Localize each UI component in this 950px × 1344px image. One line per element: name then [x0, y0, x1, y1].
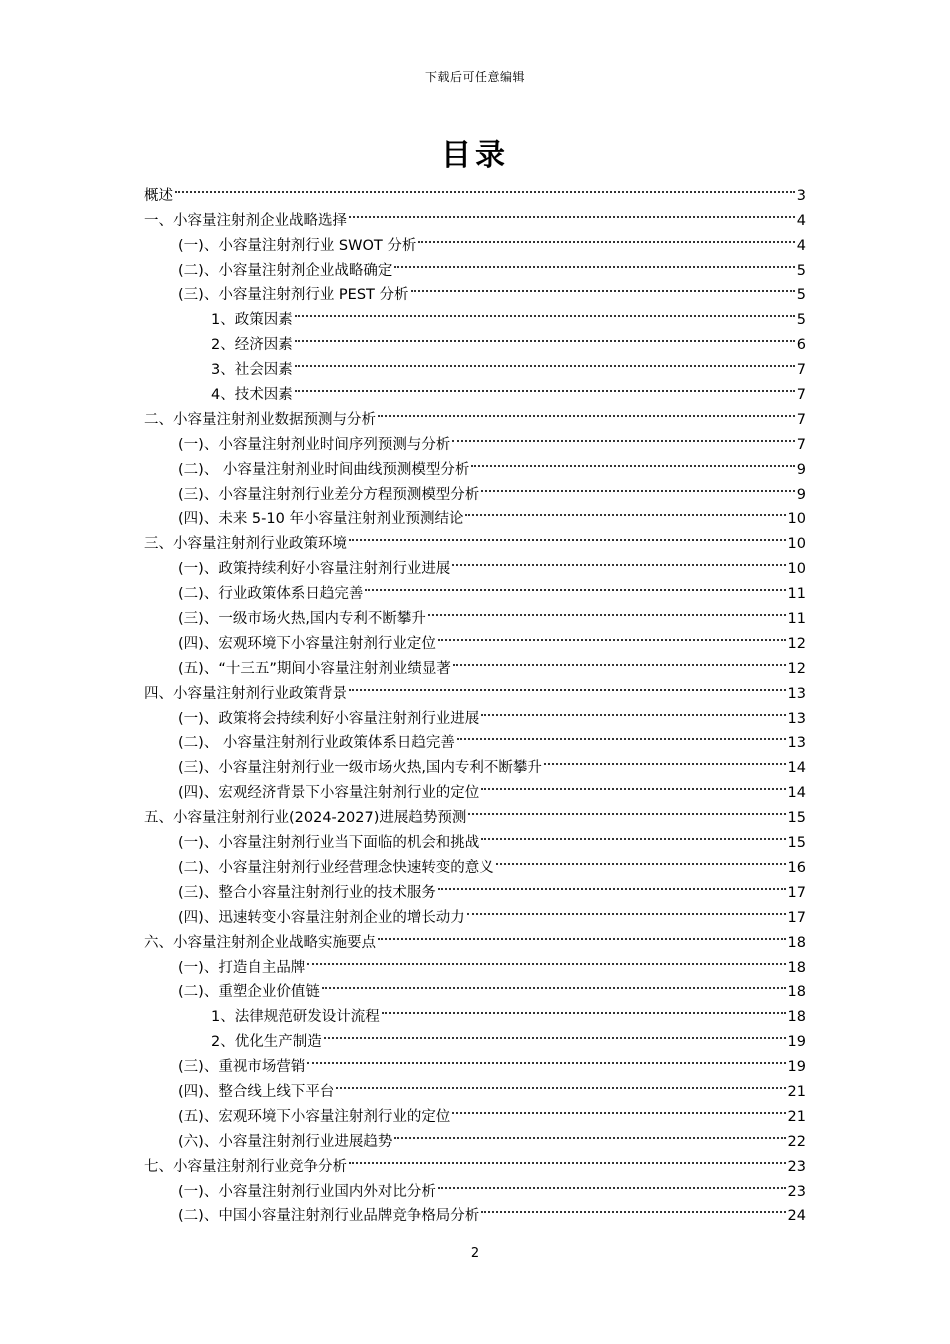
toc-dot-leader [411, 275, 795, 300]
toc-entry-label: (四)、未来 5-10 年小容量注射剂业预测结论 [178, 511, 464, 528]
toc-entry-label: (二)、 小容量注射剂业时间曲线预测模型分析 [178, 461, 470, 478]
toc-entry-label: (一)、政策持续利好小容量注射剂行业进展 [178, 561, 451, 578]
toc-entry-page: 24 [787, 1208, 806, 1225]
toc-dot-leader [481, 772, 785, 797]
toc-dot-leader [175, 175, 795, 200]
toc-entry-label: 四、小容量注射剂行业政策背景 [144, 685, 347, 702]
toc-entry-label: (二)、小容量注射剂企业战略确定 [178, 262, 393, 279]
toc-entry-page: 10 [787, 536, 806, 553]
table-of-contents [144, 175, 806, 1225]
toc-entry-label: (三)、小容量注射剂行业一级市场火热,国内专利不断攀升 [178, 760, 542, 777]
toc-entry-page: 4 [796, 237, 806, 254]
toc-entry-label: (一)、小容量注射剂行业当下面临的机会和挑战 [178, 835, 480, 852]
toc-dot-leader [438, 872, 786, 897]
toc-entry-label: 4、技术因素 [211, 387, 293, 404]
toc-dot-leader [378, 399, 795, 424]
toc-dot-leader [481, 698, 785, 723]
toc-entry-page: 4 [796, 212, 806, 229]
toc-entry-label: (一)、小容量注射剂行业 SWOT 分析 [178, 237, 417, 254]
toc-entry-label: 2、经济因素 [211, 337, 293, 354]
toc-dot-leader [322, 972, 786, 997]
toc-entry-page: 17 [787, 909, 806, 926]
toc-entry-label: (四)、迅速转变小容量注射剂企业的增长动力 [178, 909, 465, 926]
toc-entry-label: (二)、行业政策体系日趋完善 [178, 586, 364, 603]
toc-entry-page: 13 [787, 685, 806, 702]
toc-entry-page: 9 [796, 486, 806, 503]
toc-dot-leader [453, 648, 786, 673]
toc-entry-label: 一、小容量注射剂企业战略选择 [144, 212, 347, 229]
toc-dot-leader [481, 822, 785, 847]
toc-entry-page: 12 [787, 635, 806, 652]
toc-entry-page: 9 [796, 461, 806, 478]
toc-entry-page: 13 [787, 735, 806, 752]
toc-entry-page: 14 [787, 760, 806, 777]
toc-entry-label: (五)、宏观环境下小容量注射剂行业的定位 [178, 1108, 451, 1125]
toc-dot-leader [452, 1096, 785, 1121]
toc-entry-page: 12 [787, 660, 806, 677]
toc-dot-leader [295, 349, 795, 374]
toc-dot-leader [336, 1071, 785, 1096]
toc-dot-leader [481, 474, 794, 499]
toc-entry-label: 六、小容量注射剂企业战略实施要点 [144, 934, 376, 951]
toc-dot-leader [382, 996, 786, 1021]
toc-dot-leader [452, 548, 785, 573]
toc-entry-label: (三)、小容量注射剂行业 PEST 分析 [178, 287, 409, 304]
toc-entry-label: (一)、打造自主品牌 [178, 959, 306, 976]
toc-entry-label: (五)、“十三五”期间小容量注射剂业绩显著 [178, 660, 451, 677]
toc-entry[interactable] [144, 200, 806, 229]
toc-entry-page: 22 [787, 1133, 806, 1150]
toc-entry-label: (二)、 小容量注射剂行业政策体系日趋完善 [178, 735, 455, 752]
toc-entry-page: 14 [787, 785, 806, 802]
toc-dot-leader [324, 1021, 786, 1046]
toc-entry-label: (四)、整合线上线下平台 [178, 1083, 335, 1100]
toc-entry-page: 3 [796, 187, 806, 204]
toc-entry-page: 15 [787, 835, 806, 852]
toc-dot-leader [295, 374, 795, 399]
toc-entry-page: 23 [787, 1183, 806, 1200]
toc-entry-label: (一)、政策将会持续利好小容量注射剂行业进展 [178, 710, 480, 727]
toc-entry-page: 18 [787, 959, 806, 976]
toc-dot-leader [438, 623, 786, 648]
toc-entry-page: 23 [787, 1158, 806, 1175]
toc-entry-page: 16 [787, 859, 806, 876]
toc-dot-leader [457, 723, 786, 748]
toc-entry-label: (三)、小容量注射剂行业差分方程预测模型分析 [178, 486, 480, 503]
toc-entry-page: 15 [787, 810, 806, 827]
toc-entry-page: 11 [787, 611, 806, 628]
toc-entry-label: (一)、小容量注射剂业时间序列预测与分析 [178, 436, 451, 453]
toc-entry-page: 5 [796, 287, 806, 304]
toc-dot-leader [349, 1146, 786, 1171]
toc-dot-leader [544, 747, 786, 772]
toc-entry-label: 1、政策因素 [211, 312, 293, 329]
toc-entry-label: 概述 [144, 187, 173, 204]
toc-entry-page: 19 [787, 1059, 806, 1076]
toc-entry-page: 7 [796, 362, 806, 379]
toc-dot-leader [481, 1196, 785, 1221]
toc-entry-page: 21 [787, 1108, 806, 1125]
toc-dot-leader [307, 1046, 785, 1071]
toc-dot-leader [349, 200, 795, 225]
toc-entry-page: 5 [796, 262, 806, 279]
toc-entry-label: (二)、重塑企业价值链 [178, 984, 320, 1001]
toc-dot-leader [428, 598, 786, 623]
toc-entry-label: (六)、小容量注射剂行业进展趋势 [178, 1133, 393, 1150]
toc-entry-page: 19 [787, 1034, 806, 1051]
toc-entry-label: (三)、一级市场火热,国内专利不断攀升 [178, 611, 426, 628]
toc-dot-leader [394, 1121, 785, 1146]
toc-entry-label: 二、小容量注射剂业数据预测与分析 [144, 411, 376, 428]
toc-dot-leader [307, 947, 785, 972]
toc-entry-label: 七、小容量注射剂行业竞争分析 [144, 1158, 347, 1175]
toc-entry-label: 3、社会因素 [211, 362, 293, 379]
toc-entry-label: 1、法律规范研发设计流程 [211, 1009, 380, 1026]
toc-entry-page: 21 [787, 1083, 806, 1100]
toc-dot-leader [394, 250, 794, 275]
toc-entry-page: 11 [787, 586, 806, 603]
toc-dot-leader [349, 673, 786, 698]
toc-entry-page: 18 [787, 984, 806, 1001]
toc-entry[interactable] [144, 175, 806, 204]
toc-entry-page: 18 [787, 934, 806, 951]
toc-entry-label: (二)、中国小容量注射剂行业品牌竞争格局分析 [178, 1208, 480, 1225]
toc-dot-leader [378, 922, 786, 947]
toc-dot-leader [471, 449, 794, 474]
toc-entry-label: 五、小容量注射剂行业(2024-2027)进展趋势预测 [144, 810, 467, 827]
toc-entry-page: 10 [787, 511, 806, 528]
toc-entry-page: 7 [796, 411, 806, 428]
toc-dot-leader [365, 573, 785, 598]
toc-entry-page: 18 [787, 1009, 806, 1026]
toc-entry-page: 5 [796, 312, 806, 329]
toc-dot-leader [496, 847, 786, 872]
toc-dot-leader [468, 797, 785, 822]
toc-entry-label: 2、优化生产制造 [211, 1034, 322, 1051]
header-note: 下载后可任意编辑 [424, 70, 525, 84]
toc-dot-leader [465, 499, 785, 524]
toc-entry-label: (四)、宏观经济背景下小容量注射剂行业的定位 [178, 785, 480, 802]
toc-entry-page: 13 [787, 710, 806, 727]
toc-entry-page: 17 [787, 884, 806, 901]
toc-dot-leader [438, 1171, 786, 1196]
page-number: 2 [470, 1246, 480, 1261]
toc-entry-page: 7 [796, 387, 806, 404]
toc-dot-leader [467, 897, 786, 922]
toc-title: 目录 [441, 138, 509, 173]
toc-entry-label: (三)、整合小容量注射剂行业的技术服务 [178, 884, 436, 901]
toc-dot-leader [418, 225, 794, 250]
toc-dot-leader [452, 424, 794, 449]
toc-dot-leader [349, 523, 786, 548]
toc-entry-label: (一)、小容量注射剂行业国内外对比分析 [178, 1183, 436, 1200]
toc-dot-leader [295, 324, 795, 349]
toc-entry-label: 三、小容量注射剂行业政策环境 [144, 536, 347, 553]
toc-entry-page: 7 [796, 436, 806, 453]
toc-entry-page: 6 [796, 337, 806, 354]
toc-entry-label: (四)、宏观环境下小容量注射剂行业定位 [178, 635, 436, 652]
toc-entry-page: 10 [787, 561, 806, 578]
toc-entry-label: (三)、重视市场营销 [178, 1059, 306, 1076]
toc-dot-leader [295, 299, 795, 324]
toc-entry-label: (二)、小容量注射剂行业经营理念快速转变的意义 [178, 859, 494, 876]
